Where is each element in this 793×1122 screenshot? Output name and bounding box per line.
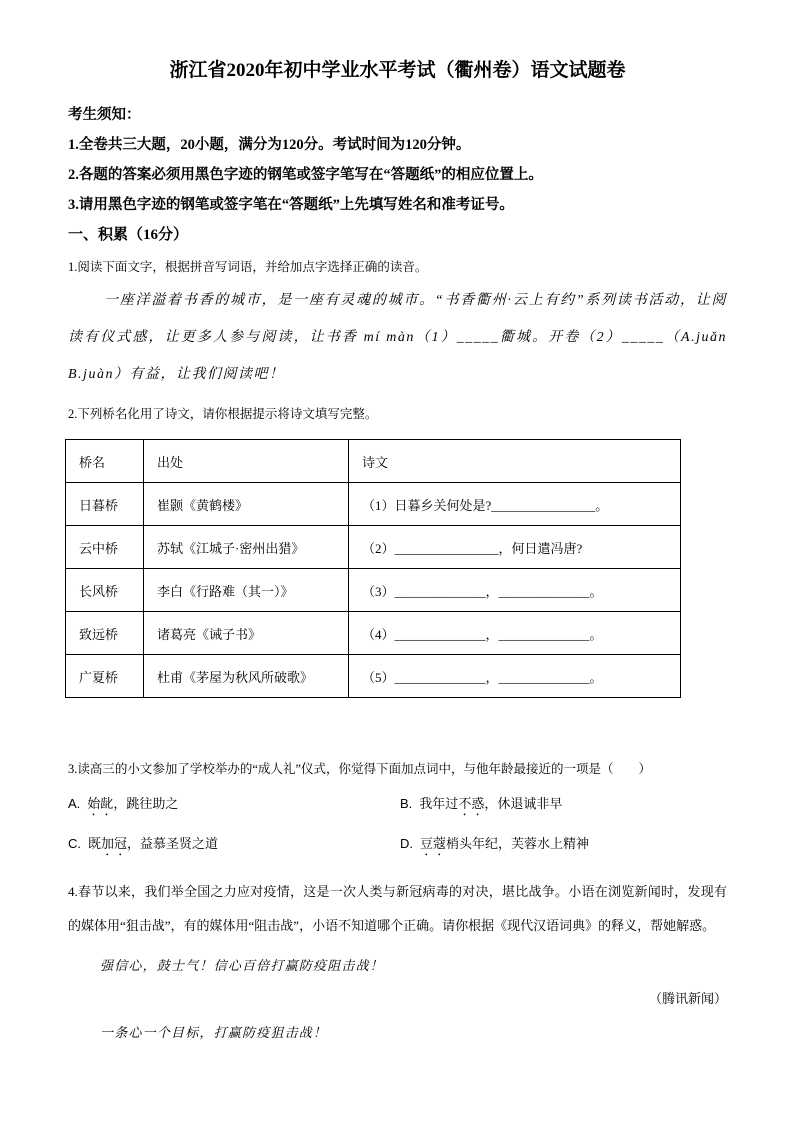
table-header-source: 出处	[144, 440, 349, 483]
table-row	[66, 526, 681, 569]
notice-item-3: 3.请用黑色字迹的钢笔或签字笔在“答题纸”上先填写姓名和准考证号。	[68, 197, 514, 213]
bridge-name-cell: 长风桥	[66, 569, 144, 612]
table-row	[66, 655, 681, 698]
verse-cell: （3）______________，______________。	[349, 569, 681, 612]
verse-cell: （1）日暮乡关何处是?________________。	[349, 483, 681, 526]
option-d-emphasized: 豆蔻	[420, 836, 447, 851]
table-row	[66, 483, 681, 526]
news-quote-1: 强信心，鼓士气！信心百倍打赢防疫阻击战！	[100, 958, 385, 973]
news-quote-2: 一条心一个目标，打赢防疫狙击战！	[100, 1025, 328, 1040]
bridge-name-cell: 广夏桥	[66, 655, 144, 698]
option-c-rest: ，益慕圣贤之道	[127, 836, 219, 851]
table-row	[66, 612, 681, 655]
question-3-stem: 3.读高三的小文参加了学校举办的“成人礼”仪式，你觉得下面加点词中，与他年龄最接近的一项是（ ）	[68, 762, 651, 776]
option-a	[68, 792, 400, 819]
option-c-pre: 既	[88, 836, 102, 851]
table-header-bridge-name: 桥名	[66, 440, 144, 483]
option-d	[400, 832, 727, 859]
option-b	[400, 792, 727, 819]
option-c-letter: C.	[68, 836, 81, 851]
notice-heading: 考生须知：	[68, 107, 141, 123]
bridge-name-cell: 致远桥	[66, 612, 144, 655]
source-cell: 苏轼《江城子·密州出猎》	[144, 526, 349, 569]
verse-cell: （5）______________，______________。	[349, 655, 681, 698]
verse-cell: （4）______________，______________。	[349, 612, 681, 655]
page-title: 浙江省2020年初中学业水平考试（衢州卷）语文试题卷	[169, 60, 626, 81]
option-d-letter: D.	[400, 836, 413, 851]
source-cell: 诸葛亮《诫子书》	[144, 612, 349, 655]
option-c-emphasized: 加冠	[101, 836, 128, 851]
bridge-name-cell: 日暮桥	[66, 483, 144, 526]
option-a-emphasized: 始龀	[87, 796, 114, 811]
verse-cell: （2）________________，何日遣冯唐?	[349, 526, 681, 569]
table-header-verse: 诗文	[349, 440, 681, 483]
option-b-rest: ，休退诚非早	[484, 796, 563, 811]
news-source: （腾讯新闻）	[648, 991, 727, 1006]
option-b-emphasized: 不惑	[458, 796, 485, 811]
question-1-passage: 一座洋溢着书香的城市，是一座有灵魂的城市。“书香衢州·云上有约”系列读书活动，让阅读有仪式感，让更多人参与阅读，让书香 mí màn（1）_____衢城。开卷（2）_____（A.juǎn B.juàn）有益，让我们阅读吧！	[68, 293, 743, 382]
option-c	[68, 832, 400, 859]
source-cell: 崔颢《黄鹤楼》	[144, 483, 349, 526]
question-2-stem: 2.下列桥名化用了诗文，请你根据提示将诗文填写完整。	[68, 407, 378, 421]
source-cell: 李白《行路难（其一）》	[144, 569, 349, 612]
table-row	[66, 569, 681, 612]
option-a-letter: A.	[68, 796, 81, 811]
question-3-options	[68, 792, 727, 859]
source-cell: 杜甫《茅屋为秋风所破歌》	[144, 655, 349, 698]
table-header-row	[66, 440, 681, 483]
option-a-rest: ，跳往助之	[113, 796, 179, 811]
bridge-poem-table	[65, 439, 681, 698]
option-b-pre: 我年过	[419, 796, 459, 811]
question-1-stem: 1.阅读下面文字，根据拼音写词语，并给加点字选择正确的读音。	[68, 260, 428, 274]
question-4-stem: 4.春节以来，我们举全国之力应对疫情，这是一次人类与新冠病毒的对决，堪比战争。小语在浏览新闻时，发现有的媒体用“狙击战”，有的媒体用“阻击战”，小语不知道哪个正确。请你根据《现代汉语词典》的释义，帮她解惑。	[68, 884, 727, 933]
notice-item-2: 2.各题的答案必须用黑色字迹的钢笔或签字笔写在“答题纸”的相应位置上。	[68, 167, 543, 183]
section-heading-accumulation: 一、积累（16分）	[68, 227, 189, 243]
option-d-rest: 梢头年纪，芙蓉水上精神	[446, 836, 590, 851]
bridge-name-cell: 云中桥	[66, 526, 144, 569]
notice-item-1: 1.全卷共三大题，20小题，满分为120分。考试时间为120分钟。	[68, 137, 471, 153]
option-b-letter: B.	[400, 796, 413, 811]
